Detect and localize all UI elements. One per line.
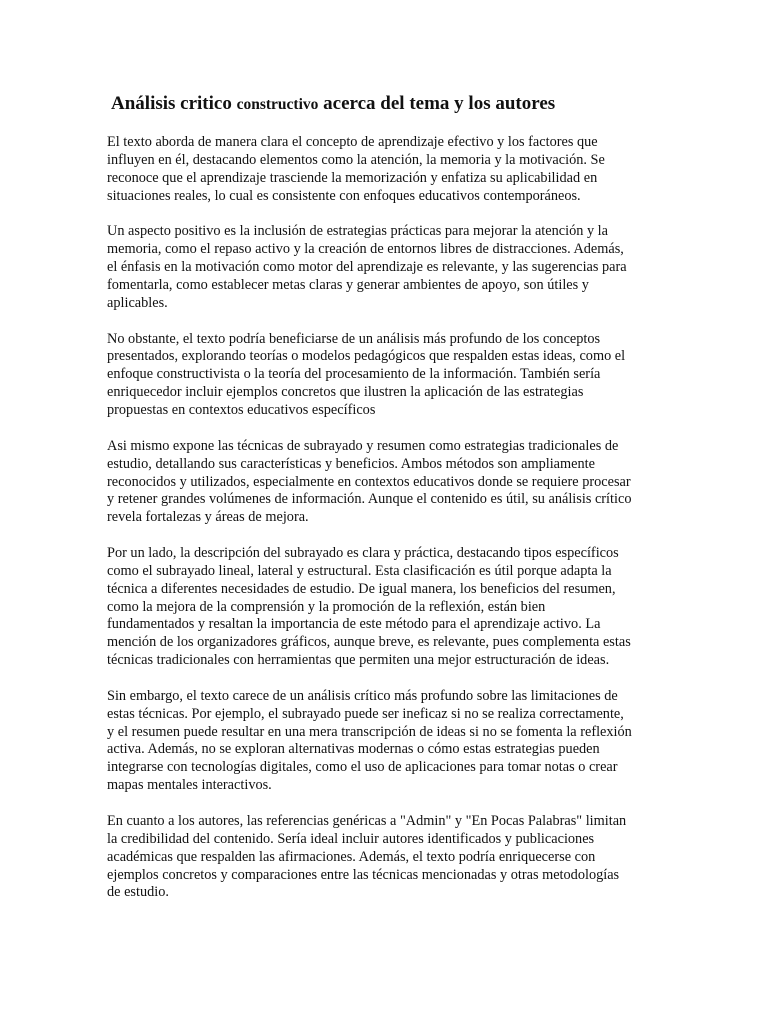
paragraph-4: [107, 438, 663, 527]
paragraph-3: [107, 331, 663, 420]
paragraph-1: [107, 134, 663, 205]
paragraph-line: fomentarla, como establecer metas claras y generar ambientes de apoyo, son útiles y: [107, 276, 589, 293]
paragraph-line: académicas que respalden las afirmaciones. Además, el texto podría enriquecerse con: [107, 848, 596, 865]
paragraph-line: como el subrayado lineal, lateral y estructural. Esta clasificación es útil porque adapta la: [107, 562, 612, 579]
paragraph-line: enfoque constructivista o la teoría del procesamiento de la información. También sería: [107, 366, 601, 383]
paragraph-7: [107, 813, 663, 902]
paragraph-line: Asi mismo expone las técnicas de subrayado y resumen como estrategias tradicionales de: [107, 437, 619, 454]
paragraph-line: enriquecedor incluir ejemplos concretos que ilustren la aplicación de las estrategias: [107, 384, 584, 401]
document-title: [111, 92, 555, 117]
paragraph-line: activa. Además, no se exploran alternativas modernas o cómo estas estrategias pueden: [107, 741, 600, 758]
paragraph-line: Un aspecto positivo es la inclusión de estrategias prácticas para mejorar la atención y la: [107, 223, 608, 240]
paragraph-line: fundamentados y resaltan la importancia de este método para el aprendizaje activo. La: [107, 616, 601, 633]
paragraph-line: En cuanto a los autores, las referencias genéricas a "Admin" y "En Pocas Palabras" limitan: [107, 813, 627, 829]
paragraph-line: memoria, como el repaso activo y la creación de entornos libres de distracciones. Además,: [107, 241, 624, 258]
paragraph-line: la credibilidad del contenido. Sería ideal incluir autores identificados y publicaciones: [107, 830, 595, 847]
paragraph-line: técnica a diferentes necesidades de estudio. De igual manera, los beneficios del resumen,: [107, 580, 616, 597]
title-part-1: Análisis critico: [111, 93, 237, 114]
paragraph-line: reconoce que el aprendizaje trasciende la memorización y enfatiza su aplicabilidad en: [107, 169, 598, 186]
paragraph-line: el énfasis en la motivación como motor del aprendizaje es relevante, y las sugerencias para: [107, 259, 627, 276]
paragraph-line: técnicas tradicionales con herramientas que permiten una mejor estructuración de ideas.: [107, 652, 610, 669]
paragraph-line: mapas mentales interactivos.: [107, 777, 272, 794]
paragraph-5: [107, 545, 663, 670]
paragraph-line: ejemplos concretos y comparaciones entre las técnicas mencionadas y otras metodologías: [107, 866, 620, 883]
paragraph-line: estudio, detallando sus características y beneficios. Ambos métodos son ampliamente: [107, 455, 595, 472]
paragraph-line: influyen en él, destacando elementos como la atención, la memoria y la motivación. Se: [107, 151, 605, 168]
paragraph-line: reconocidos y utilizados, especialmente en contextos educativos donde se requiere procesar: [107, 473, 631, 490]
paragraph-line: No obstante, el texto podría beneficiarse de un análisis más profundo de los conceptos: [107, 330, 601, 347]
paragraph-line: y el resumen puede resultar en una mera transcripción de ideas si no se fomenta la reflexión: [107, 723, 632, 740]
paragraph-line: estas técnicas. Por ejemplo, el subrayado puede ser ineficaz si no se realiza correctamente,: [107, 705, 624, 722]
paragraph-line: situaciones reales, lo cual es consistente con enfoques educativos contemporáneos.: [107, 187, 581, 204]
paragraph-line: Sin embargo, el texto carece de un análisis crítico más profundo sobre las limitaciones de: [107, 687, 618, 704]
paragraph-line: aplicables.: [107, 294, 168, 311]
paragraph-6: [107, 688, 663, 795]
paragraph-2: [107, 223, 663, 312]
paragraph-line: como la mejora de la comprensión y la promoción de la reflexión, están bien: [107, 598, 546, 615]
paragraph-line: y retener grandes volúmenes de información. Aunque el contenido es útil, su análisis crítico: [107, 491, 632, 508]
paragraph-line: Por un lado, la descripción del subrayado es clara y práctica, destacando tipos específicos: [107, 545, 619, 562]
paragraph-line: revela fortalezas y áreas de mejora.: [107, 509, 309, 526]
paragraph-line: propuestas en contextos educativos específicos: [107, 401, 376, 418]
title-part-3: acerca del tema y los autores: [318, 93, 556, 114]
paragraph-line: de estudio.: [107, 884, 169, 901]
paragraph-line: presentados, explorando teorías o modelos pedagógicos que respalden estas ideas, como el: [107, 348, 626, 365]
paragraph-line: integrarse con tecnologías digitales, como el uso de aplicaciones para tomar notas o crear: [107, 759, 618, 776]
document-body: [107, 134, 663, 920]
paragraph-line: El texto aborda de manera clara el concepto de aprendizaje efectivo y los factores que: [107, 134, 598, 150]
title-part-2: constructivo: [236, 96, 319, 113]
paragraph-line: mención de los organizadores gráficos, aunque breve, es relevante, pues complementa estas: [107, 634, 631, 651]
